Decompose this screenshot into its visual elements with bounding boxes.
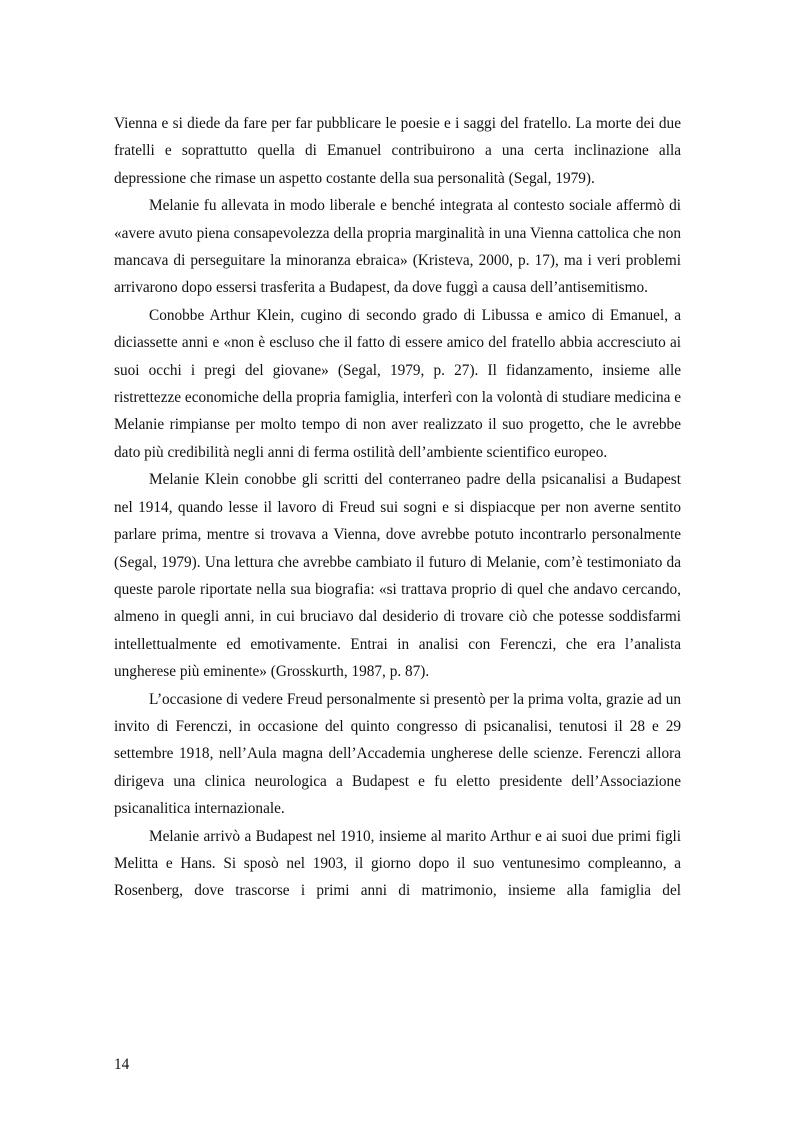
- paragraph-continuation: Vienna e si diede da fare per far pubblicare le poesie e i saggi del fratello. La morte dei due fratelli e soprattutto quella di Emanuel contribuirono a una certa inclinazione alla depressione che rimase un aspetto costante della sua personalità (Segal, 1979).: [114, 115, 681, 187]
- paragraph-budapest-arrival: Melanie arrivò a Budapest nel 1910, insieme al marito Arthur e ai suoi due primi figli Melitta e Hans. Si sposò nel 1903, il giorno dopo il suo ventunesimo compleanno, a Rosenberg, dove trascorse i primi anni di matrimonio, insieme alla famiglia del: [114, 827, 681, 900]
- paragraph-freud-writings: Melanie Klein conobbe gli scritti del conterraneo padre della psicanalisi a Budapest nel 1914, quando lesse il lavoro di Freud sui sogni e si dispiacque per non averne sentito parlare prima, mentre si trovava a Vienna, dove avrebbe potuto incontrarlo personalmente (Segal, 1979). Una lettura che avrebbe cambiato il futuro di Melanie, com’è testimoniato da queste parole riportate nella sua biografia: «si trattava proprio di quel che andavo cercando, almeno in quegli anni, in cui bruciavo dal desiderio di trovare ciò che potesse soddisfarmi intellettualmente ed emotivamente. Entrai in analisi con Ferenczi, che era l’analista ungherese più eminente» (Grosskurth, 1987, p. 87).: [114, 471, 681, 681]
- paragraph-upbringing: Melanie fu allevata in modo liberale e benché integrata al contesto sociale affermò di «avere avuto piena consapevolezza della propria marginalità in una Vienna cattolica che non mancava di perseguitare la minoranza ebraica» (Kristeva, 2000, p. 17), ma i veri problemi arrivarono dopo essersi trasferita a Budapest, da dove fuggì a causa dell’antisemitismo.: [114, 197, 681, 297]
- document-body: [114, 110, 681, 905]
- paragraph-congress: L’occasione di vedere Freud personalmente si presentò per la prima volta, grazie ad un invito di Ferenczi, in occasione del quinto congresso di psicanalisi, tenutosi il 28 e 29 settembre 1918, nell’Aula magna dell’Accademia ungherese delle scienze. Ferenczi allora dirigeva una clinica neurologica a Budapest e fu eletto presidente dell’Associazione psicanalitica internazionale.: [114, 690, 681, 818]
- page-number: 14: [114, 1056, 130, 1073]
- paragraph-arthur-klein: Conobbe Arthur Klein, cugino di secondo grado di Libussa e amico di Emanuel, a diciassette anni e «non è escluso che il fatto di essere amico del fratello abbia accresciuto ai suoi occhi i pregi del giovane» (Segal, 1979, p. 27). Il fidanzamento, insieme alle ristrettezze economiche della propria famiglia, interferì con la volontà di studiare medicina e Melanie rimpianse per molto tempo di non aver realizzato il suo progetto, che le avrebbe dato più credibilità negli anni di ferma ostilità dell’ambiente scientifico europeo.: [114, 306, 682, 461]
